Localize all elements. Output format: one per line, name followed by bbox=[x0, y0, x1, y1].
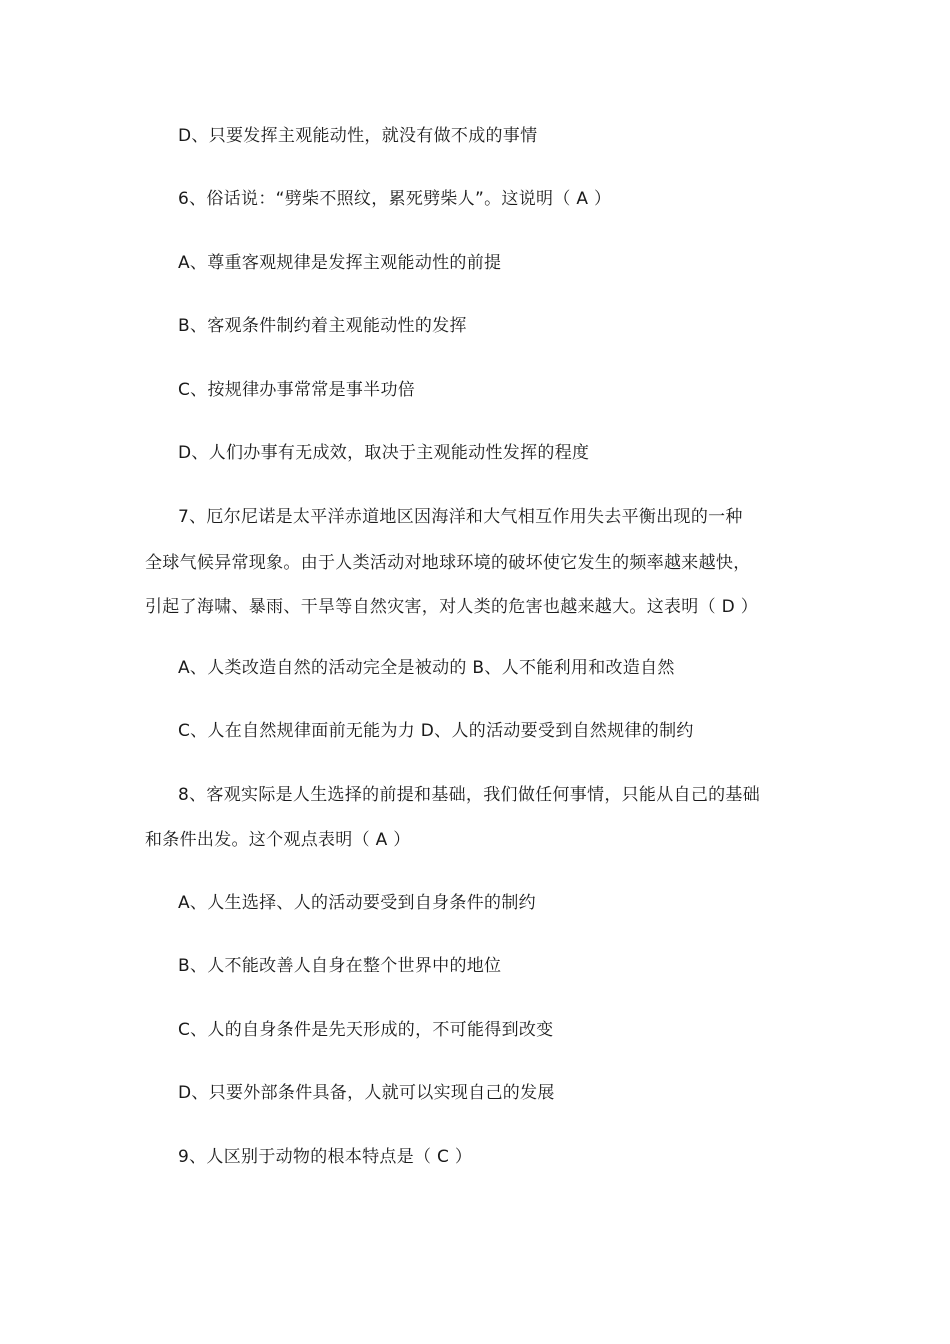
q8-question-line-2: 和条件出发。这个观点表明（ A ） bbox=[145, 830, 411, 850]
q7-question-line-2: 全球气候异常现象。由于人类活动对地球环境的破坏使它发生的频率越来越快， bbox=[145, 553, 751, 573]
q9-question: 9、人区别于动物的根本特点是（ C ） bbox=[178, 1147, 473, 1167]
q7-options-cd: C、人在自然规律面前无能为力 D、人的活动要受到自然规律的制约 bbox=[178, 721, 694, 741]
q8-question-line-1: 8、客观实际是人生选择的前提和基础，我们做任何事情，只能从自己的基础 bbox=[178, 785, 761, 805]
q7-question-line-3: 引起了海啸、暴雨、干旱等自然灾害，对人类的危害也越来越大。这表明（ D ） bbox=[145, 597, 758, 617]
q6-option-b: B、客观条件制约着主观能动性的发挥 bbox=[178, 316, 467, 336]
q8-option-d: D、只要外部条件具备，人就可以实现自己的发展 bbox=[178, 1083, 555, 1103]
q8-option-a: A、人生选择、人的活动要受到自身条件的制约 bbox=[178, 893, 536, 913]
q8-option-c: C、人的自身条件是先天形成的，不可能得到改变 bbox=[178, 1020, 554, 1040]
q7-options-ab: A、人类改造自然的活动完全是被动的 B、人不能利用和改造自然 bbox=[178, 658, 675, 678]
q6-option-c: C、按规律办事常常是事半功倍 bbox=[178, 380, 416, 400]
q5-option-d: D、只要发挥主观能动性，就没有做不成的事情 bbox=[178, 126, 538, 146]
q6-option-d: D、人们办事有无成效，取决于主观能动性发挥的程度 bbox=[178, 443, 590, 463]
q6-question: 6、俗话说：“劈柴不照纹，累死劈柴人”。这说明（ A ） bbox=[178, 189, 612, 209]
q7-question-line-1: 7、厄尔尼诺是太平洋赤道地区因海洋和大气相互作用失去平衡出现的一种 bbox=[178, 507, 743, 527]
q6-option-a: A、尊重客观规律是发挥主观能动性的前提 bbox=[178, 253, 502, 273]
q8-option-b: B、人不能改善人自身在整个世界中的地位 bbox=[178, 956, 502, 976]
